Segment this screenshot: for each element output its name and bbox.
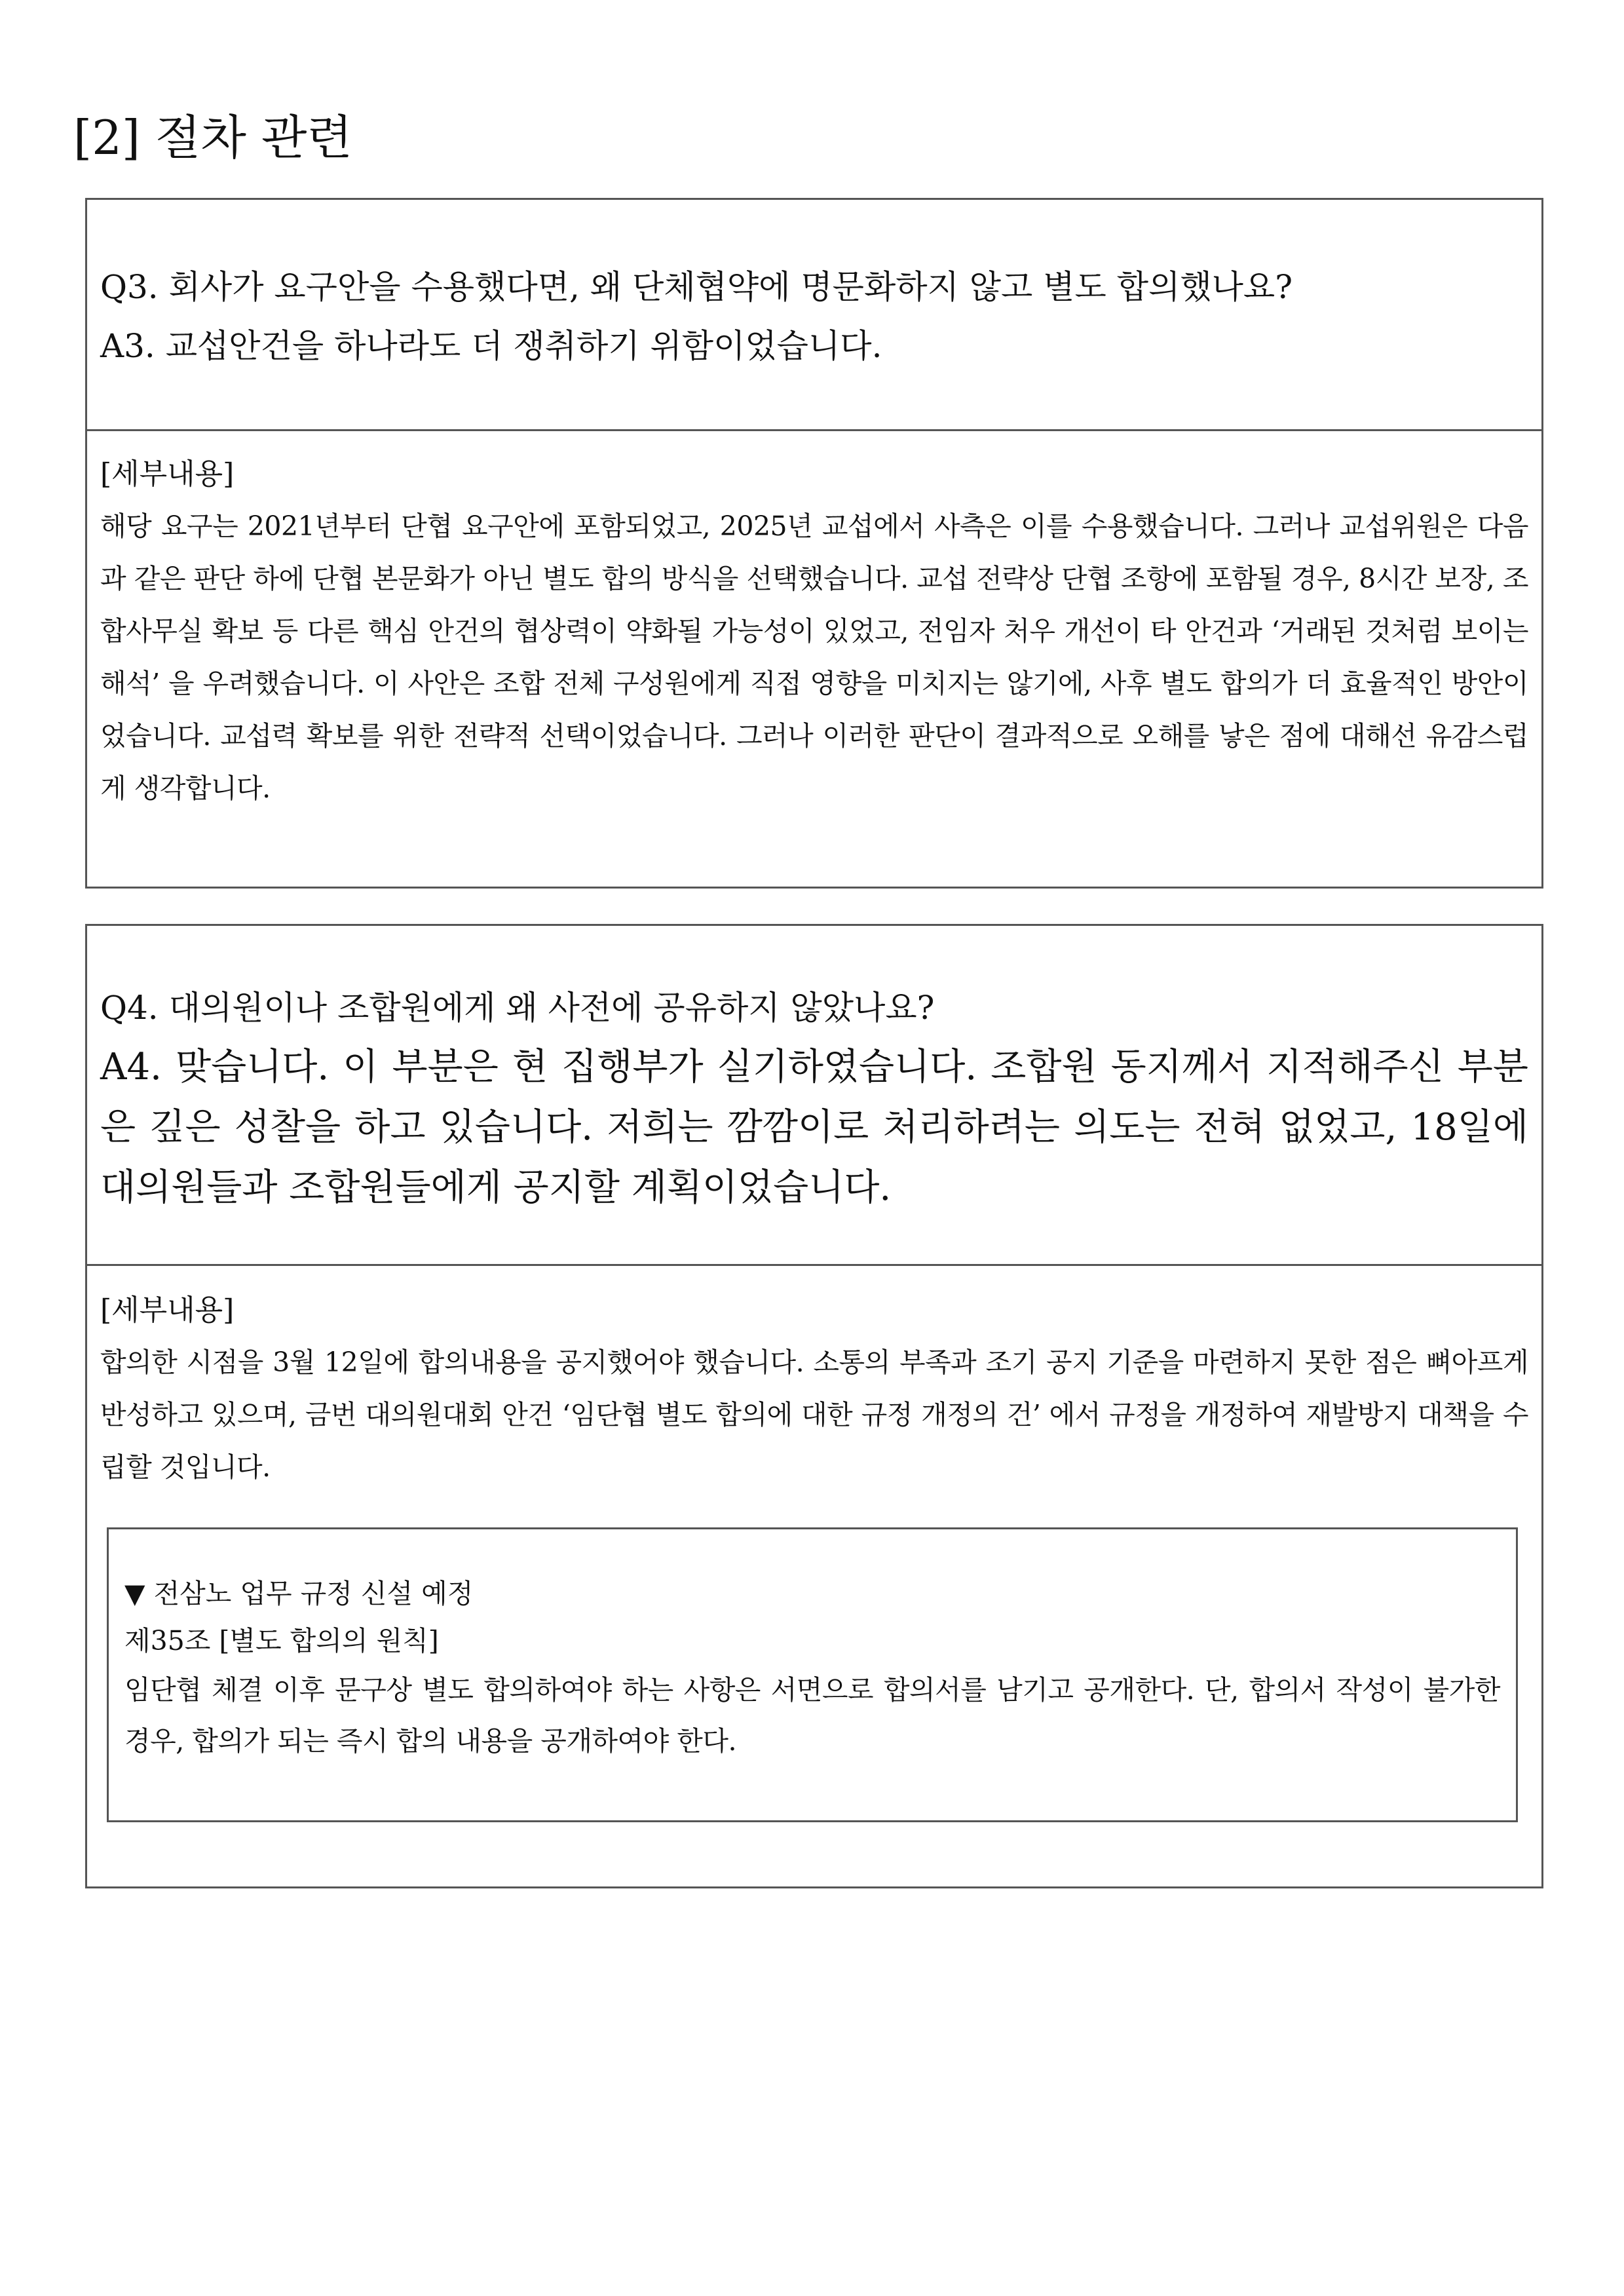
- detail-section: [100, 449, 1528, 814]
- detail-text: 합의한 시점을 3월 12일에 합의내용을 공지했어야 했습니다. 소통의 부족과 조기 공지 기준을 마련하지 못한 점은 뼈아프게 반성하고 있으며, 금번 대의원대회 안건 ‘임단협 별도 합의에 대한 규정 개정의 건’ 에서 규정을 개정하여 재발방지 대책을 수립할 것입니다.: [100, 1347, 1528, 1483]
- detail-text: 해당 요구는 2021년부터 단협 요구안에 포함되었고, 2025년 교섭에서 사측은 이를 수용했습니다. 그러나 교섭위원은 다음과 같은 판단 하에 단협 본문화가 아닌 별도 합의 방식을 선택했습니다. 교섭 전략상 단협 조항에 포함될 경우, 8시간 보장, 조합사무실 확보 등 다른 핵심 안건의 협상력이 약화될 가능성이 있었고, 전임자 처우 개선이 타 안건과 ‘거래된 것처럼 보이는 해석’ 을 우려했습니다. 이 사안은 조합 전체 구성원에게 직접 영향을 미치지는 않기에, 사후 별도 합의가 더 효율적인 방안이었습니다. 교섭력 확보를 위한 전략적 선택이었습니다. 그러나 이러한 판단이 결과적으로 오해를 낳은 점에 대해선 유감스럽게 생각합니다.: [100, 510, 1528, 804]
- section-title: [2] 절차 관련: [73, 110, 352, 165]
- rule-heading: ▼ 전삼노 업무 규정 신설 예정: [124, 1578, 474, 1609]
- question-text: Q3. 회사가 요구안을 수용했다면, 왜 단체협약에 명문화하지 않고 별도 합의했나요?: [100, 268, 1293, 306]
- qa-header: [87, 200, 1541, 429]
- divider: [87, 429, 1541, 431]
- question-text: Q4. 대의원이나 조합원에게 왜 사전에 공유하지 않았나요?: [100, 989, 935, 1027]
- detail-label: [세부내용]: [100, 1293, 235, 1327]
- answer-text: A3. 교섭안건을 하나라도 더 쟁취하기 위함이었습니다.: [100, 327, 882, 365]
- answer-text: A4. 맞습니다. 이 부분은 현 집행부가 실기하였습니다. 조합원 동지께서 지적해주신 부분은 깊은 성찰을 하고 있습니다. 저희는 깜깜이로 처리하려는 의도는 전혀 없었고, 18일에 대의원들과 조합원들에게 공지할 계획이었습니다.: [100, 1046, 1528, 1209]
- rule-article: 제35조 [별도 합의의 원칙]: [124, 1625, 439, 1656]
- qa-box-q4: [85, 924, 1543, 1888]
- detail-label: [세부내용]: [100, 457, 235, 491]
- rule-box: [107, 1527, 1518, 1822]
- rule-text: 임단협 체결 이후 문구상 별도 합의하여야 하는 사항은 서면으로 합의서를 남기고 공개한다. 단, 합의서 작성이 불가한 경우, 합의가 되는 즉시 합의 내용을 공개하여야 한다.: [124, 1674, 1500, 1757]
- detail-section: [100, 1285, 1528, 1493]
- qa-header: [87, 926, 1541, 1264]
- divider: [87, 1264, 1541, 1266]
- qa-box-q3: [85, 198, 1543, 889]
